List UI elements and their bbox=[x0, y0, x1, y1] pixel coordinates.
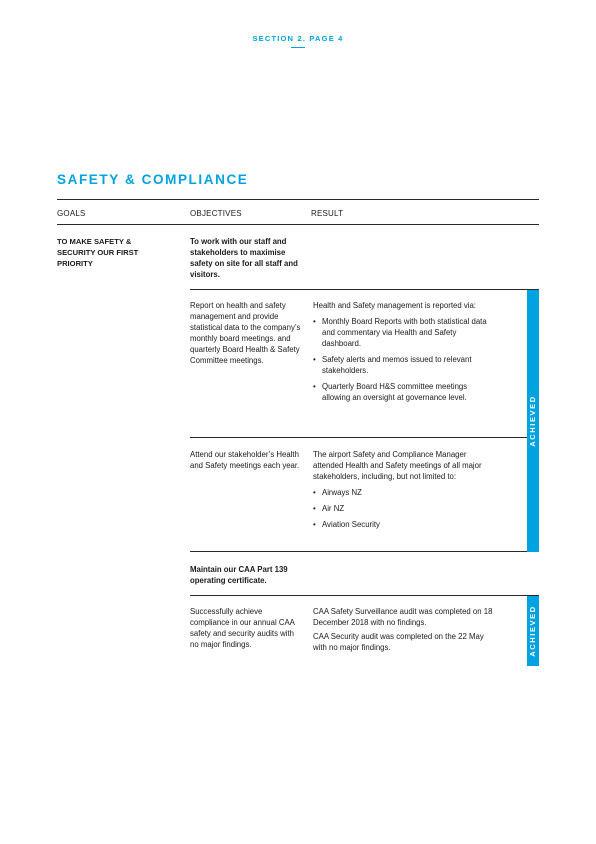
list-item: • Safety alerts and memos issued to relevant stakeholders. bbox=[313, 354, 493, 376]
page-title: SAFETY & COMPLIANCE bbox=[57, 172, 249, 187]
list-item: • Monthly Board Reports with both statistical data and commentary via Health and Safety dashboard. bbox=[313, 316, 493, 349]
column-header-goals: GOALS bbox=[57, 209, 86, 218]
result-cell bbox=[313, 606, 493, 653]
status-badge-achieved bbox=[527, 290, 539, 552]
objective-heading-1: To work with our staff and stakeholders to maximise safety on site for all staff and visitors. bbox=[190, 237, 298, 279]
table-top-rule bbox=[57, 199, 539, 200]
list-item: • Aviation Security bbox=[313, 519, 493, 530]
column-header-result: RESULT bbox=[311, 209, 344, 218]
objective-heading-2: Maintain our CAA Part 139 operating certificate. bbox=[190, 565, 288, 585]
result-bullet-list bbox=[313, 487, 493, 530]
list-item: • Airways NZ bbox=[313, 487, 493, 498]
list-item: • Air NZ bbox=[313, 503, 493, 514]
column-header-objectives: OBJECTIVES bbox=[190, 209, 242, 218]
row-rule bbox=[190, 437, 539, 438]
section-underline bbox=[291, 47, 305, 48]
status-label: ACHIEVED bbox=[528, 605, 537, 657]
goal-text: TO MAKE SAFETY & SECURITY OUR FIRST PRIORITY bbox=[57, 237, 139, 268]
section-page-label: SECTION 2. PAGE 4 bbox=[252, 34, 344, 43]
result-cell bbox=[313, 449, 493, 530]
result-paragraph: CAA Security audit was completed on the 22 May with no major findings. bbox=[313, 632, 484, 652]
row-rule bbox=[190, 595, 539, 596]
result-cell bbox=[313, 300, 493, 403]
result-paragraph: CAA Safety Surveillance audit was completed on 18 December 2018 with no findings. bbox=[313, 607, 493, 627]
objective-text: Report on health and safety management and provide statistical data to the company’s monthly board meetings. and quarterly Board Health & Safety Committee meetings. bbox=[190, 301, 301, 365]
status-badge-achieved bbox=[527, 596, 539, 666]
status-label: ACHIEVED bbox=[528, 395, 537, 447]
objective-text: Successfully achieve compliance in our annual CAA safety and security audits with no major findings. bbox=[190, 607, 295, 649]
row-rule bbox=[190, 289, 539, 290]
result-bullet-list bbox=[313, 316, 493, 403]
row-rule bbox=[190, 551, 539, 552]
table-header-rule bbox=[57, 224, 539, 225]
objective-text: Attend our stakeholder’s Health and Safety meetings each year. bbox=[190, 450, 300, 470]
result-intro: Health and Safety management is reported via: bbox=[313, 301, 476, 310]
result-intro: The airport Safety and Compliance Manager attended Health and Safety meetings of all major stakeholders, including, but not limited to: bbox=[313, 450, 482, 481]
list-item: • Quarterly Board H&S committee meetings allowing an oversight at governance level. bbox=[313, 381, 493, 403]
